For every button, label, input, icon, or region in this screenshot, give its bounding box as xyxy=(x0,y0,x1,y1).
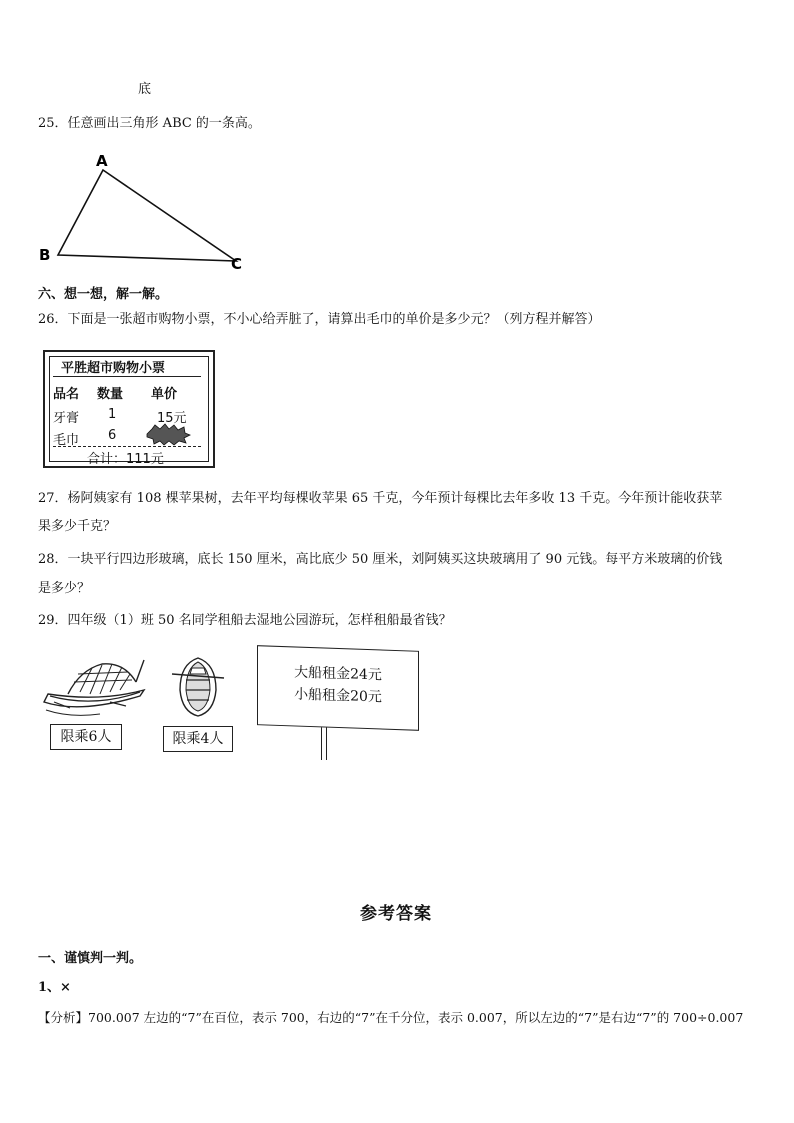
question-28-line-1: 28．一块平行四边形玻璃，底长 150 厘米，高比底少 50 厘米，刘阿姨买这块玻璃用了 90 元钱。每平方米玻璃的价钱 xyxy=(38,552,723,567)
answers-section-1: 一、谨慎判一判。 xyxy=(38,951,143,966)
receipt-divider xyxy=(53,376,201,377)
vertex-a-label: A xyxy=(96,152,108,170)
question-29: 29．四年级（1）班 50 名同学租船去湿地公园游玩，怎样租船最省钱？ xyxy=(38,613,452,628)
receipt-row-price: 15元 xyxy=(157,411,187,426)
small-boat-price: 小船租金20元 xyxy=(294,686,382,706)
receipt-header-price: 单价 xyxy=(151,387,178,402)
triangle-abc xyxy=(58,170,236,261)
receipt-row-qty: 6 xyxy=(108,428,117,443)
answer-item-1: 1、× xyxy=(38,980,71,995)
question-25: 25．任意画出三角形 ABC 的一条高。 xyxy=(38,116,261,131)
answer-analysis: 【分析】700.007 左边的“7”在百位，表示 700，右边的“7”在千分位，表示 0.007，所以左边的“7”是右边“7”的 700÷0.007 xyxy=(38,1010,744,1025)
question-28-line-2: 是多少？ xyxy=(38,581,91,596)
stain-icon xyxy=(145,422,191,446)
vertex-b-label: B xyxy=(39,246,51,264)
triangle-abc-figure xyxy=(36,148,250,276)
receipt-row-name: 毛巾 xyxy=(53,433,80,448)
price-sign xyxy=(257,645,419,731)
receipt-divider xyxy=(53,446,201,447)
question-26: 26．下面是一张超市购物小票，不小心给弄脏了，请算出毛巾的单价是多少元？（列方程并解答） xyxy=(38,312,601,327)
receipt-total: 合计：111元 xyxy=(87,452,164,467)
big-boat-price: 大船租金24元 xyxy=(294,664,382,684)
receipt-row-name: 牙膏 xyxy=(53,411,80,426)
big-boat-icon xyxy=(40,652,150,722)
receipt-header-qty: 数量 xyxy=(97,387,124,402)
question-27-line-1: 27．杨阿姨家有 108 棵苹果树，去年平均每棵收苹果 65 千克，今年预计每棵比去年多收 13 千克。今年预计能收获苹 xyxy=(38,491,723,506)
question-27-line-2: 果多少千克？ xyxy=(38,519,117,534)
receipt-title: 平胜超市购物小票 xyxy=(61,361,166,376)
receipt-card xyxy=(43,350,215,468)
receipt-row-qty: 1 xyxy=(108,407,117,422)
vertex-c-label: C xyxy=(231,255,243,273)
big-boat-caption: 限乘6人 xyxy=(50,724,122,750)
small-boat-icon xyxy=(168,654,228,720)
fragment-text: 底 xyxy=(138,82,152,97)
small-boat-caption: 限乘4人 xyxy=(163,726,233,752)
answers-title: 参考答案 xyxy=(360,904,432,924)
section-6-title: 六、想一想，解一解。 xyxy=(38,287,169,302)
receipt-header-name: 品名 xyxy=(53,387,80,402)
